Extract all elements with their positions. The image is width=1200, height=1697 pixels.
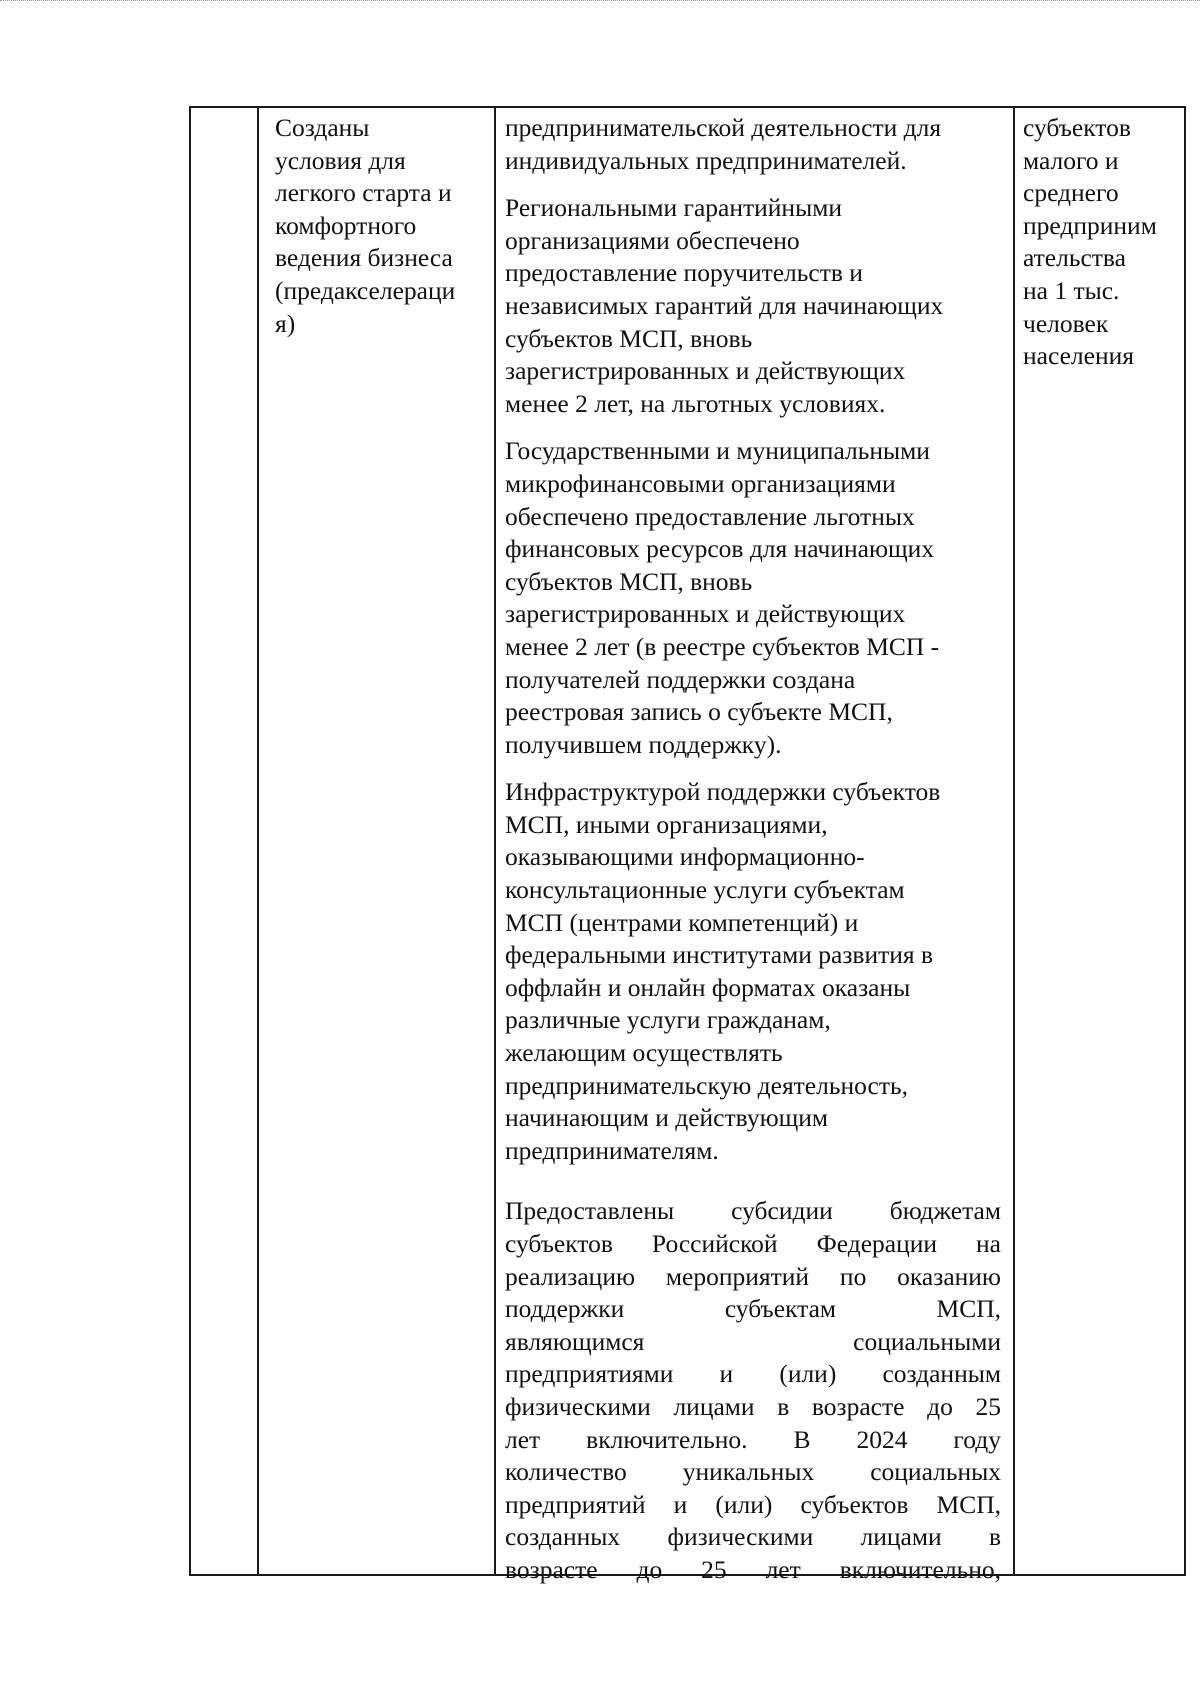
indicator-cell — [1023, 112, 1183, 373]
column-divider-1 — [257, 108, 259, 1574]
text-line: Государственными и муниципальными — [505, 436, 930, 466]
text-line: возрасте до 25 лет включительно, — [505, 1554, 1001, 1584]
measures-paragraph-4 — [505, 776, 1001, 1167]
text-line: консультационные услуги субъектам — [505, 875, 905, 905]
text-line: комфортного — [275, 210, 417, 240]
text-line: субъектов Российской Федерации на — [505, 1229, 1001, 1258]
text-line: условия для — [275, 145, 406, 175]
text-line: МСП, иными организациями, — [505, 809, 828, 839]
column-divider-2 — [494, 108, 496, 1574]
document-table — [189, 106, 1186, 1584]
text-line: финансовых ресурсов для начинающих — [505, 534, 935, 564]
measures-paragraph-3 — [505, 435, 1001, 761]
text-line: на 1 тыс. — [1023, 275, 1120, 305]
measures-paragraph-5 — [505, 1195, 1001, 1586]
text-line: предоставление поручительств и — [505, 258, 863, 288]
text-line: лет включительно. В 2024 году — [505, 1424, 1001, 1454]
text-line: населения — [1023, 341, 1134, 371]
text-line: обеспечено предоставление льготных — [505, 501, 915, 531]
text-line: предпринимательской деятельности для — [505, 113, 942, 142]
text-line: организациями обеспечено — [505, 225, 800, 255]
text-line: малого и — [1023, 145, 1119, 175]
text-line: субъектов — [1023, 113, 1131, 142]
text-line: независимых гарантий для начинающих — [505, 290, 944, 320]
text-line: среднего — [1023, 178, 1119, 208]
scan-top-edge — [0, 0, 1200, 1]
text-line: ательства — [1023, 243, 1126, 273]
text-line: микрофинансовыми организациями — [505, 468, 896, 498]
text-line: я) — [275, 308, 296, 338]
text-line: количество уникальных социальных — [505, 1457, 1001, 1487]
text-line: индивидуальных предпринимателей. — [505, 145, 907, 175]
text-line: (предакселераци — [275, 275, 456, 305]
text-line: предприятий и (или) субъектов МСП, — [505, 1489, 1001, 1519]
text-line: предпринимательскую деятельность, — [505, 1070, 908, 1100]
text-line: реестровая запись о субъекте МСП, — [505, 697, 893, 727]
column-divider-3 — [1013, 108, 1015, 1574]
text-line: реализацию мероприятий по оказанию — [505, 1261, 1001, 1291]
text-line: получателей поддержки создана — [505, 664, 856, 694]
text-line: различные услуги гражданам, — [505, 1005, 831, 1035]
text-line: получившем поддержку). — [505, 729, 782, 759]
result-cell — [275, 112, 487, 340]
text-line: оказывающими информационно- — [505, 842, 865, 872]
text-line: созданных физическими лицами в — [505, 1522, 1001, 1552]
text-line: Предоставлены субсидии бюджетам — [505, 1196, 1001, 1226]
text-line: являющимся социальными — [505, 1326, 1001, 1356]
text-line: субъектов МСП, вновь — [505, 323, 753, 353]
measures-paragraph-1 — [505, 112, 1001, 177]
text-line: начинающим и действующим — [505, 1103, 829, 1133]
measures-cell — [505, 112, 1001, 1587]
text-line: федеральными институтами развития в — [505, 940, 934, 970]
text-line: МСП (центрами компетенций) и — [505, 907, 859, 937]
text-line: менее 2 лет (в реестре субъектов МСП - — [505, 631, 940, 661]
text-line: менее 2 лет, на льготных условиях. — [505, 388, 886, 418]
text-line: человек — [1023, 308, 1109, 338]
text-line: поддержки субъектам МСП, — [505, 1294, 1001, 1324]
text-line: зарегистрированных и действующих — [505, 599, 906, 629]
text-line: легкого старта и — [275, 178, 452, 208]
text-line: зарегистрированных и действующих — [505, 356, 906, 386]
text-line: физическими лицами в возрасте до 25 — [505, 1391, 1001, 1421]
text-line: Созданы — [275, 113, 370, 142]
measures-paragraph-2 — [505, 192, 1001, 420]
text-line: субъектов МСП, вновь — [505, 566, 753, 596]
text-line: предприним — [1023, 210, 1157, 240]
text-line: оффлайн и онлайн форматах оказаны — [505, 972, 911, 1002]
text-line: Региональными гарантийными — [505, 193, 842, 223]
text-line: предприятиями и (или) созданным — [505, 1359, 1001, 1389]
text-line: Инфраструктурой поддержки субъектов — [505, 777, 941, 807]
text-line: желающим осуществлять — [505, 1038, 783, 1068]
text-line: предпринимателям. — [505, 1135, 719, 1165]
text-line: ведения бизнеса — [275, 243, 453, 273]
